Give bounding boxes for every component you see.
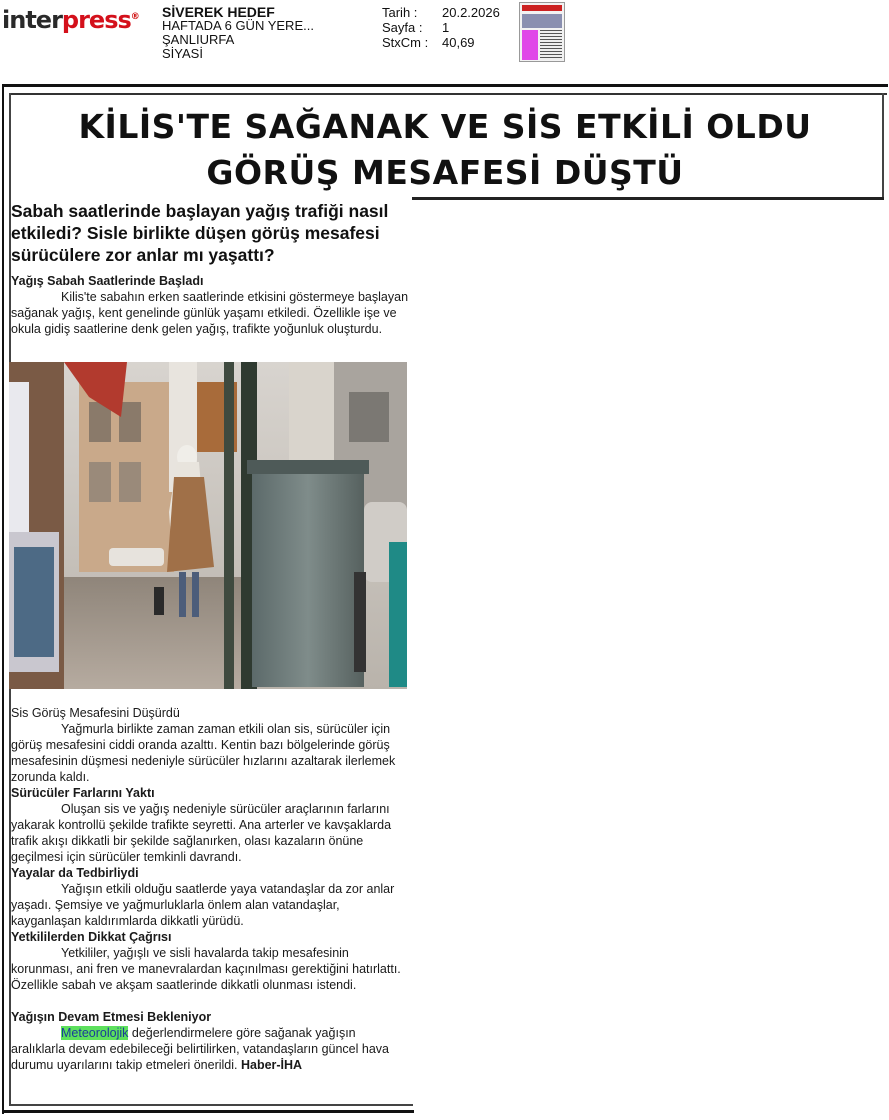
stxcm-label: StxCm : (382, 35, 429, 50)
frame-inner-right-rule (882, 93, 884, 199)
section-6 (11, 1009, 411, 1073)
section-body: Yağmurla birlikte zaman zaman etkili olan sis, sürücüler için görüş mesafesini ciddi oranda azalttı. Kentin bazı bölgelerinde görüş mesafesinin düşmesi nedeniyle sürücüler hızlarını azaltarak ilerlemek zorunda kaldı. (11, 722, 396, 784)
section-heading: Sürücüler Farlarını Yaktı (11, 786, 155, 800)
publication-frequency: HAFTADA 6 GÜN YERE... (162, 18, 314, 33)
section-heading: Sis Görüş Mesafesini Düşürdü (11, 706, 180, 720)
section-4 (11, 865, 411, 929)
section-3 (11, 785, 411, 865)
frame-inner-bottom-rule (9, 1104, 413, 1106)
page-value: 1 (442, 20, 450, 35)
headline-line-2: GÖRÜŞ MESAFESİ DÜŞTÜ (206, 153, 684, 192)
headline-underline (412, 197, 884, 200)
frame-inner-top-rule (9, 93, 887, 95)
section-heading: Yağış Sabah Saatlerinde Başladı (11, 274, 204, 288)
section-body: Meteorolojik değerlendirmelere göre sağanak yağışın aralıklarla devam edebileceği belirtilirken, vatandaşların güncel hava durumu uyarılarını takip etmeleri önerildi. Haber-İHA (11, 1026, 389, 1072)
article-photo (9, 362, 407, 689)
highlighted-term: Meteorolojik (61, 1026, 129, 1040)
publication-city: ŞANLIURFA (162, 32, 235, 47)
section-body: Kilis'te sabahın erken saatlerinde etkisini göstermeye başlayan sağanak yağış, kent genelinde günlük yaşamı etkiledi. Özellikle işe ve okula gidiş saatlerine denk gelen yağış, trafikte yoğunluk oluşturdu. (11, 290, 409, 336)
frame-bottom-rule (2, 1110, 414, 1113)
date-label: Tarih : (382, 5, 418, 20)
stxcm-value: 40,69 (442, 35, 475, 50)
article-deck: Sabah saatlerinde başlayan yağış trafiği nasıl etkiledi? Sisle birlikte düşen görüş mesafesi sürücülere zor anlar mı yaşattı? (11, 201, 389, 265)
section-5 (11, 929, 411, 993)
interpress-logo: interpress® (2, 6, 139, 34)
frame-top-rule (2, 84, 888, 87)
page-label: Sayfa : (382, 20, 423, 35)
section-heading: Yetkililerden Dikkat Çağrısı (11, 930, 172, 944)
section-heading: Yağışın Devam Etmesi Bekleniyor (11, 1010, 212, 1024)
section-2 (11, 705, 411, 785)
section-body: Oluşan sis ve yağış nedeniyle sürücüler araçlarının farlarını yakarak kontrollü şekilde trafikte seyretti. Ana arterler ve kavşaklarda trafik akışı dikkatli bir şekilde sağlanırken, olası kazaların önüne geçilmesi için sürücüler temkinli davrandı. (11, 802, 392, 864)
publication-info (162, 5, 314, 61)
page-thumbnail[interactable] (519, 2, 565, 62)
headline-line-1: KİLİS'TE SAĞANAK VE SİS ETKİLİ OLDU (78, 107, 812, 146)
section-heading: Yayalar da Tedbirliydi (11, 866, 139, 880)
article-byline: Haber-İHA (240, 1058, 303, 1072)
article-headline (10, 104, 880, 196)
frame-left-rule (2, 84, 4, 1114)
section-1 (11, 273, 411, 337)
clipping-meta (382, 5, 500, 50)
publication-category: SİYASİ (162, 46, 203, 61)
section-body: Yetkililer, yağışlı ve sisli havalarda takip mesafesinin korunması, ani fren ve manevralardan kaçınılması gerektiğini hatırlattı. Özellikle sabah ve akşam saatlerinde dikkatli olunması istendi. (11, 946, 401, 992)
section-body: Yağışın etkili olduğu saatlerde yaya vatandaşlar da zor anlar yaşadı. Şemsiye ve yağmurluklarla önlem alan vatandaşlar, kayganlaşan kaldırımlarda dikkatli yürüdü. (11, 882, 395, 928)
publication-name: SİVEREK HEDEF (162, 4, 275, 20)
date-value: 20.2.2026 (442, 5, 500, 20)
